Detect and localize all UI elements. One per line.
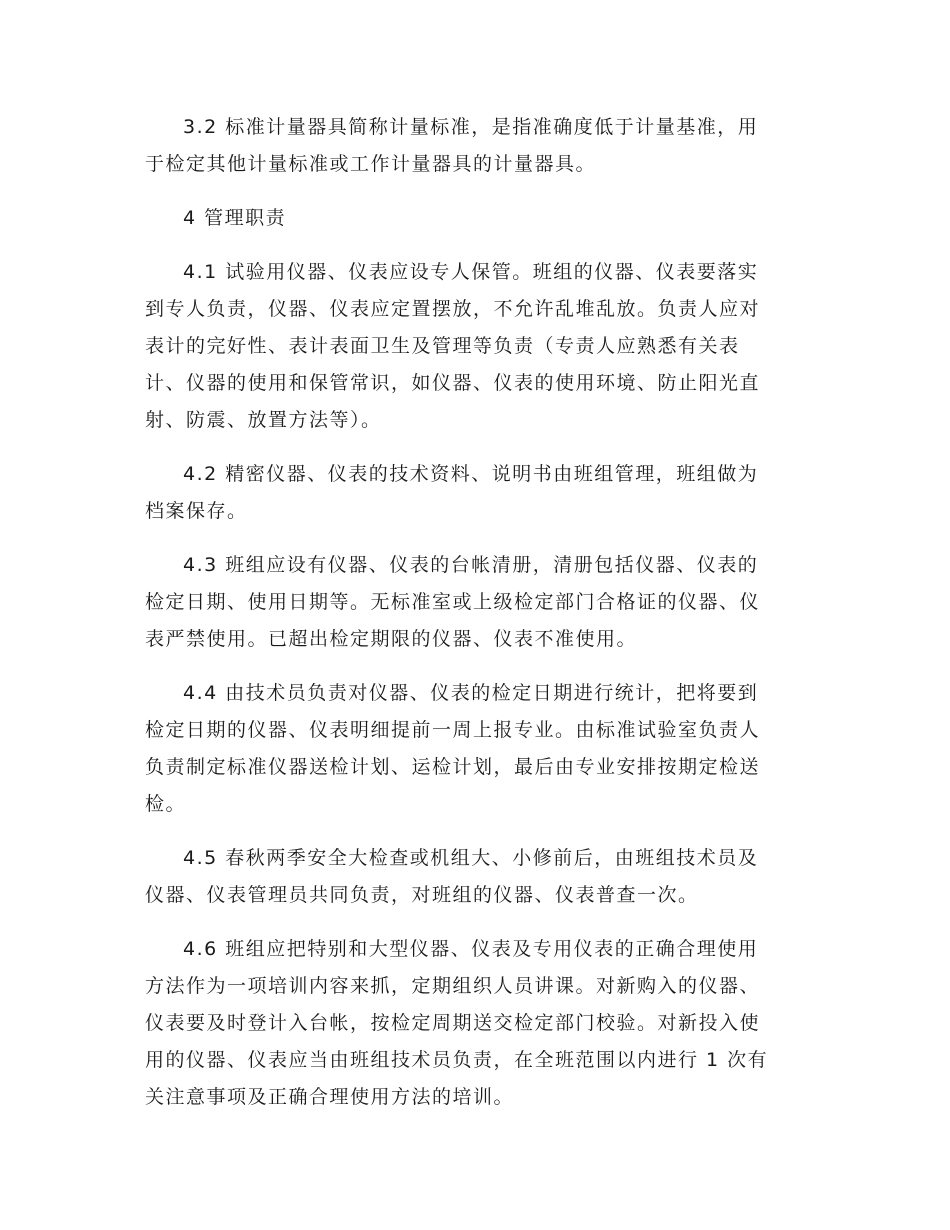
section-heading-4 bbox=[145, 200, 795, 237]
paragraph-4-3 bbox=[145, 547, 795, 658]
text-line: 于检定其他计量标准或工作计量器具的计量器具。 bbox=[145, 153, 597, 175]
text-line: 仪器、仪表管理员共同负责，对班组的仪器、仪表普查一次。 bbox=[145, 884, 699, 906]
text-line: 4.3 班组应设有仪器、仪表的台帐清册，清册包括仪器、仪表的 bbox=[183, 554, 759, 576]
text-line: 档案保存。 bbox=[145, 500, 248, 522]
paragraph-4-6 bbox=[145, 931, 795, 1116]
paragraph-4-2 bbox=[145, 456, 795, 530]
paragraph-4-4 bbox=[145, 675, 795, 823]
text-line: 3.2 标准计量器具简称计量标准，是指准确度低于计量基准，用 bbox=[183, 116, 759, 138]
text-line: 检。 bbox=[145, 793, 187, 815]
text-line: 4.2 精密仪器、仪表的技术资料、说明书由班组管理，班组做为 bbox=[183, 463, 759, 485]
section-heading-text: 4 管理职责 bbox=[183, 207, 287, 229]
text-line: 射、防震、放置方法等）。 bbox=[145, 409, 382, 431]
text-line: 4.5 春秋两季安全大检查或机组大、小修前后，由班组技术员及 bbox=[183, 847, 759, 869]
text-line: 仪表要及时登计入台帐，按检定周期送交检定部门校验。对新投入使 bbox=[145, 1012, 761, 1034]
text-line: 4.1 试验用仪器、仪表应设专人保管。班组的仪器、仪表要落实 bbox=[183, 261, 759, 283]
text-line: 负责制定标准仪器送检计划、运检计划，最后由专业安排按期定检送 bbox=[145, 756, 761, 778]
text-line: 表计的完好性、表计表面卫生及管理等负责（专责人应熟悉有关表 bbox=[145, 335, 740, 357]
text-line: 关注意事项及正确合理使用方法的培训。 bbox=[145, 1086, 515, 1108]
text-line: 计、仪器的使用和保管常识，如仪器、仪表的使用环境、防止阳光直 bbox=[145, 372, 761, 394]
text-line: 表严禁使用。已超出检定期限的仪器、仪表不准使用。 bbox=[145, 628, 638, 650]
text-line: 方法作为一项培训内容来抓，定期组织人员讲课。对新购入的仪器、 bbox=[145, 975, 761, 997]
text-line: 用的仪器、仪表应当由班组技术员负责，在全班范围以内进行 1 次有 bbox=[145, 1049, 769, 1071]
text-line: 检定日期的仪器、仪表明细提前一周上报专业。由标准试验室负责人 bbox=[145, 719, 761, 741]
text-line: 到专人负责，仪器、仪表应定置摆放，不允许乱堆乱放。负责人应对 bbox=[145, 298, 761, 320]
paragraph-4-1 bbox=[145, 254, 795, 439]
paragraph-4-5 bbox=[145, 840, 795, 914]
text-line: 4.6 班组应把特别和大型仪器、仪表及专用仪表的正确合理使用 bbox=[183, 938, 759, 960]
text-line: 检定日期、使用日期等。无标准室或上级检定部门合格证的仪器、仪 bbox=[145, 591, 761, 613]
text-line: 4.4 由技术员负责对仪器、仪表的检定日期进行统计，把将要到 bbox=[183, 682, 759, 704]
document-body bbox=[145, 109, 795, 1133]
paragraph-3-2 bbox=[145, 109, 795, 183]
